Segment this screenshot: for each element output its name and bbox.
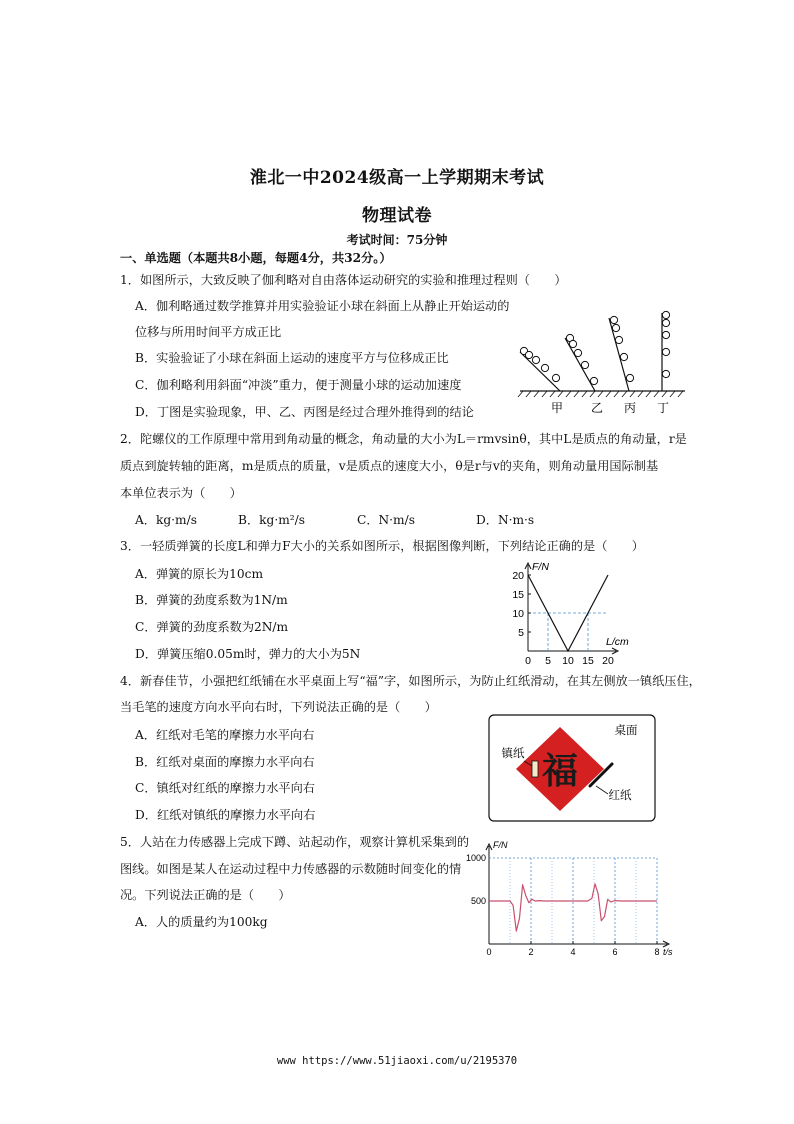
ground-hatch bbox=[518, 391, 683, 397]
label-ding: 丁 bbox=[657, 401, 670, 415]
y-tick-label-1: 1000 bbox=[465, 853, 486, 863]
x-tick-label-2: 10 bbox=[562, 655, 574, 667]
x-tick-label-1: 2 bbox=[528, 947, 534, 957]
q4-option-b: B．红纸对桌面的摩擦力水平向右 bbox=[135, 755, 315, 769]
exam-title: 淮北一中2024级高一上学期期末考试 bbox=[249, 168, 545, 188]
q4-option-a: A．红纸对毛笔的摩擦力水平向右 bbox=[135, 728, 315, 742]
q3-option-d: D．弹簧压缩0.05m时，弹力的大小为5N bbox=[135, 647, 361, 661]
q1-option-a-cont: 位移与所用时间平方成正比 bbox=[135, 325, 282, 339]
incline-jia bbox=[520, 347, 560, 391]
fu-character: 福 bbox=[541, 750, 579, 791]
q2-stem-line3: 本单位表示为（ ） bbox=[120, 486, 242, 500]
y-tick-label-3: 20 bbox=[512, 570, 524, 582]
label-paper: 红纸 bbox=[608, 790, 632, 802]
x-axis-label: t/s bbox=[663, 947, 673, 957]
q1-stem: 1．如图所示，大致反映了伽利略对自由落体运动研究的实验和推理过程则（ ） bbox=[120, 273, 567, 287]
q2-option-d: D．N·m·s bbox=[476, 513, 535, 527]
exam-time: 考试时间：75分钟 bbox=[346, 233, 448, 247]
label-weight: 镇纸 bbox=[501, 748, 525, 760]
x-tick-label-0: 0 bbox=[486, 947, 492, 957]
incline-bing bbox=[609, 316, 634, 391]
footer-url: www https://www.51jiaoxi.com/u/2195370 bbox=[276, 1055, 518, 1067]
y-tick-label-1: 10 bbox=[512, 608, 524, 620]
q1-option-d: D．丁图是实验现象，甲、乙、丙图是经过合理外推得到的结论 bbox=[135, 405, 474, 419]
label-bing: 丙 bbox=[624, 401, 637, 415]
x-tick-label-3: 6 bbox=[612, 947, 618, 957]
q3-option-a: A．弹簧的原长为10cm bbox=[135, 567, 264, 581]
q5-stem-line3: 况。下列说法正确的是（ ） bbox=[120, 888, 291, 902]
x-tick-label-1: 5 bbox=[545, 655, 551, 667]
incline-ding bbox=[662, 311, 670, 391]
label-jia: 甲 bbox=[551, 401, 564, 415]
q5-option-a: A．人的质量约为100kg bbox=[135, 915, 268, 929]
x-tick-label-4: 20 bbox=[602, 655, 614, 667]
q3-option-c: C．弹簧的劲度系数为2N/m bbox=[135, 620, 289, 634]
x-tick-label-4: 8 bbox=[654, 947, 660, 957]
q1-incline-figure bbox=[515, 308, 690, 420]
q4-stem-line1: 4．新春佳节，小强把红纸铺在水平桌面上写“福”字，如图所示，为防止红纸滑动，在其左侧放一镇纸压住， bbox=[120, 674, 701, 688]
q1-option-c: C．伽利略利用斜面“冲淡”重力，便于测量小球的运动加速度 bbox=[135, 378, 462, 392]
q4-fu-figure bbox=[488, 714, 656, 822]
q2-option-a: A．kg·m/s bbox=[135, 513, 197, 527]
q4-option-d: D．红纸对镇纸的摩擦力水平向右 bbox=[135, 808, 316, 822]
q2-stem-line2: 质点到旋转轴的距离，m是质点的质量，v是质点的速度大小，θ是r与v的夹角，则角动量用国际制基 bbox=[120, 459, 659, 473]
q5-stem-line2: 图线。如图是某人在运动过程中力传感器的示数随时间变化的情 bbox=[120, 862, 462, 876]
paper-subtitle: 物理试卷 bbox=[362, 206, 432, 226]
q1-option-b: B．实验验证了小球在斜面上运动的速度平方与位移成正比 bbox=[135, 351, 449, 365]
q3-option-b: B．弹簧的劲度系数为1N/m bbox=[135, 593, 288, 607]
incline-yi bbox=[565, 334, 598, 391]
y-axis-label: F/N bbox=[493, 840, 508, 850]
y-tick-label-0: 500 bbox=[470, 896, 486, 906]
q2-option-b: B．kg·m²/s bbox=[238, 513, 306, 527]
label-yi: 乙 bbox=[591, 401, 604, 415]
q1-option-a: A．伽利略通过数学推算并用实验验证小球在斜面上从静止开始运动的 bbox=[135, 299, 510, 313]
q4-stem-line2: 当毛笔的速度方向水平向右时，下列说法正确的是（ ） bbox=[120, 700, 437, 714]
q2-stem-line1: 2．陀螺仪的工作原理中常用到角动量的概念，角动量的大小为L＝rmvsinθ，其中L是质点的角动量，r是 bbox=[120, 432, 687, 446]
y-tick-label-2: 15 bbox=[512, 589, 524, 601]
q4-option-c: C．镇纸对红纸的摩擦力水平向右 bbox=[135, 781, 315, 795]
x-tick-label-2: 4 bbox=[570, 947, 576, 957]
q2-option-c: C．N·m/s bbox=[357, 513, 415, 527]
label-desk: 桌面 bbox=[614, 725, 638, 737]
x-tick-label-0: 0 bbox=[525, 655, 531, 667]
spring-force-chart bbox=[505, 560, 645, 670]
q5-stem-line1: 5．人站在力传感器上完成下蹲、站起动作，观察计算机采集到的 bbox=[120, 835, 470, 849]
y-tick-label-0: 5 bbox=[518, 627, 524, 639]
y-axis-label: F/N bbox=[532, 561, 549, 573]
x-axis-label: L/cm bbox=[606, 636, 629, 648]
x-tick-label-3: 15 bbox=[582, 655, 594, 667]
force-sensor-chart bbox=[465, 838, 685, 960]
section-heading: 一、单选题（本题共8小题，每题4分，共32分。） bbox=[120, 251, 392, 265]
paperweight bbox=[532, 761, 538, 777]
q3-stem: 3．一轻质弹簧的长度L和弹力F大小的关系如图所示，根据图像判断，下列结论正确的是（ ） bbox=[120, 539, 644, 553]
